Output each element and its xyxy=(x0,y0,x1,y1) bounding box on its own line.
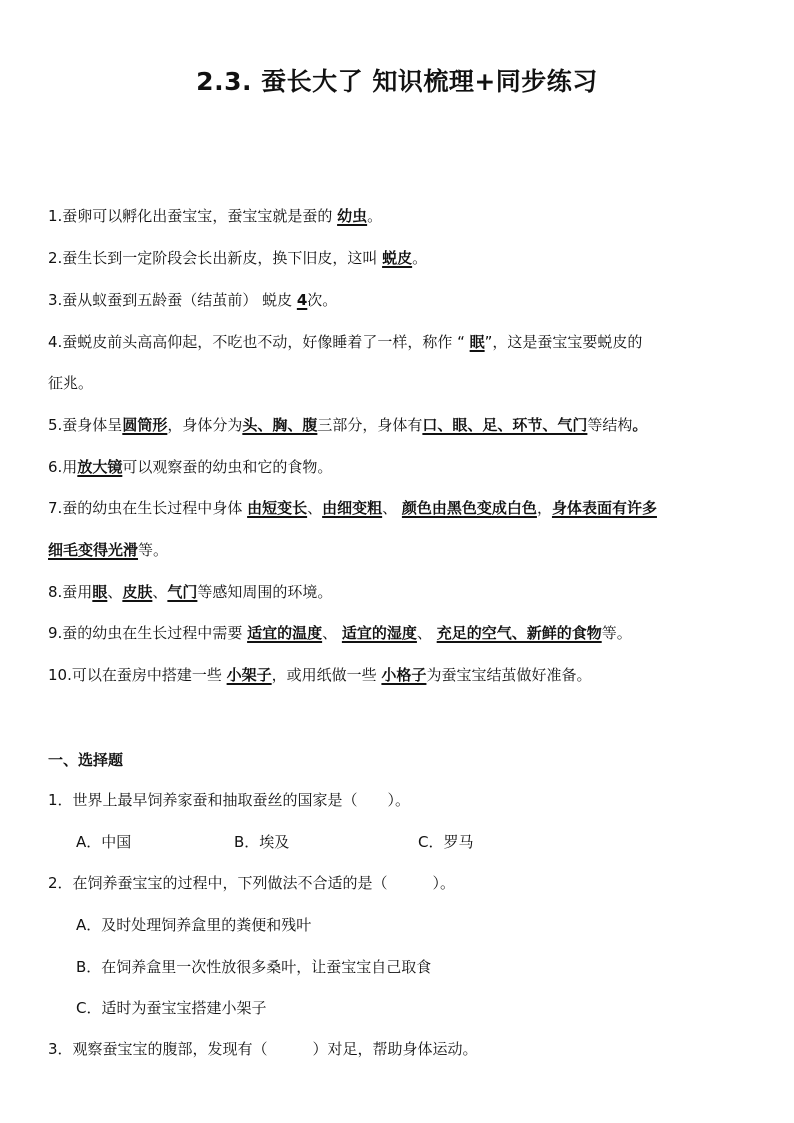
section-heading-choice: 一、选择题 xyxy=(48,751,124,769)
question-2-option-a[interactable]: A．及时处理饲养盒里的粪便和残叶 xyxy=(76,916,312,934)
knowledge-item-8 xyxy=(48,582,748,602)
knowledge-item-5 xyxy=(48,415,748,435)
answer: 适宜的温度 xyxy=(247,624,323,642)
text: 等。 xyxy=(138,541,169,559)
question-1-option-b[interactable]: B．埃及 xyxy=(234,833,290,851)
text: ，身体分为 xyxy=(167,416,243,434)
knowledge-item-2 xyxy=(48,248,748,268)
knowledge-item-7-cont xyxy=(48,540,748,560)
answer: 气门 xyxy=(167,583,198,601)
knowledge-item-1 xyxy=(48,206,748,226)
text: 、 xyxy=(322,624,342,642)
question-2-option-c[interactable]: C．适时为蚕宝宝搭建小架子 xyxy=(76,999,267,1017)
text: 4.蚕蜕皮前头高高仰起，不吃也不动，好像睡着了一样，称作 “ xyxy=(48,333,470,351)
text: 可以观察蚕的幼虫和它的食物。 xyxy=(122,458,333,476)
answer: 适宜的湿度 xyxy=(341,624,417,642)
answer: 眠 xyxy=(469,333,485,351)
text: 、 xyxy=(307,499,323,517)
text: 2.蚕生长到一定阶段会长出新皮，换下旧皮，这叫 xyxy=(48,249,383,267)
text: 、 xyxy=(416,624,437,642)
knowledge-item-9 xyxy=(48,623,748,643)
knowledge-item-4-cont xyxy=(48,373,748,393)
question-1-option-c[interactable]: C．罗马 xyxy=(418,833,474,851)
knowledge-item-3 xyxy=(48,290,748,310)
answer: 眼 xyxy=(92,583,108,601)
text: 为蚕宝宝结茧做好准备。 xyxy=(426,666,592,684)
knowledge-item-4 xyxy=(48,332,748,352)
answer: 充足的空气、新鲜的食物 xyxy=(436,624,602,642)
text: 。 xyxy=(367,207,383,225)
answer: 细毛变得光滑 xyxy=(48,541,139,559)
answer: 幼虫 xyxy=(337,207,368,225)
answer: 放大镜 xyxy=(77,458,123,476)
answer: 由短变长 xyxy=(247,499,308,517)
text: 等感知周围的环境。 xyxy=(197,583,333,601)
text: 、 xyxy=(152,583,168,601)
answer: 颜色由黑色变成白色 xyxy=(401,499,537,517)
text: 9.蚕的幼虫在生长过程中需要 xyxy=(48,624,248,642)
answer: 头、胸、腹 xyxy=(242,416,318,434)
answer: 圆筒形 xyxy=(122,416,168,434)
answer: 身体表面有许多 xyxy=(551,499,657,517)
knowledge-item-7 xyxy=(48,498,748,518)
text: 、 xyxy=(107,583,123,601)
text: 3.蚕从蚁蚕到五龄蚕（结茧前） 蜕皮 xyxy=(48,291,297,309)
question-1-option-a[interactable]: A．中国 xyxy=(76,833,132,851)
answer: 皮肤 xyxy=(122,583,153,601)
text: 、 xyxy=(382,499,402,517)
page-title: 2.3. 蚕长大了 知识梳理+同步练习 xyxy=(196,67,598,96)
question-1-stem: 1．世界上最早饲养家蚕和抽取蚕丝的国家是（ ）。 xyxy=(48,791,411,809)
text: 次。 xyxy=(307,291,338,309)
answer: 小架子 xyxy=(226,666,272,684)
text: 。 xyxy=(632,416,648,434)
text: 等。 xyxy=(601,624,632,642)
answer: 4 xyxy=(296,291,308,309)
text: ”，这是蚕宝宝要蜕皮的 xyxy=(484,333,643,351)
text: 7.蚕的幼虫在生长过程中身体 xyxy=(48,499,248,517)
answer: 蜕皮 xyxy=(382,249,413,267)
text: ， xyxy=(536,499,552,517)
text: 三部分，身体有 xyxy=(317,416,423,434)
text: 10.可以在蚕房中搭建一些 xyxy=(48,666,227,684)
answer: 由细变粗 xyxy=(322,499,383,517)
text: 1.蚕卵可以孵化出蚕宝宝，蚕宝宝就是蚕的 xyxy=(48,207,338,225)
knowledge-item-10 xyxy=(48,665,748,685)
text: 5.蚕身体呈 xyxy=(48,416,123,434)
knowledge-item-6 xyxy=(48,457,748,477)
text: 8.蚕用 xyxy=(48,583,93,601)
question-3-stem: 3．观察蚕宝宝的腹部，发现有（ ）对足，帮助身体运动。 xyxy=(48,1040,478,1058)
answer: 口、眼、足、环节、气门 xyxy=(422,416,588,434)
text: 。 xyxy=(412,249,428,267)
text: 等结构 xyxy=(587,416,633,434)
question-2-option-b[interactable]: B．在饲养盒里一次性放很多桑叶，让蚕宝宝自己取食 xyxy=(76,958,432,976)
question-2-stem: 2．在饲养蚕宝宝的过程中，下列做法不合适的是（ ）。 xyxy=(48,874,456,892)
text: ，或用纸做一些 xyxy=(271,666,382,684)
text: 6.用 xyxy=(48,458,78,476)
text: 征兆。 xyxy=(48,374,94,392)
answer: 小格子 xyxy=(381,666,427,684)
